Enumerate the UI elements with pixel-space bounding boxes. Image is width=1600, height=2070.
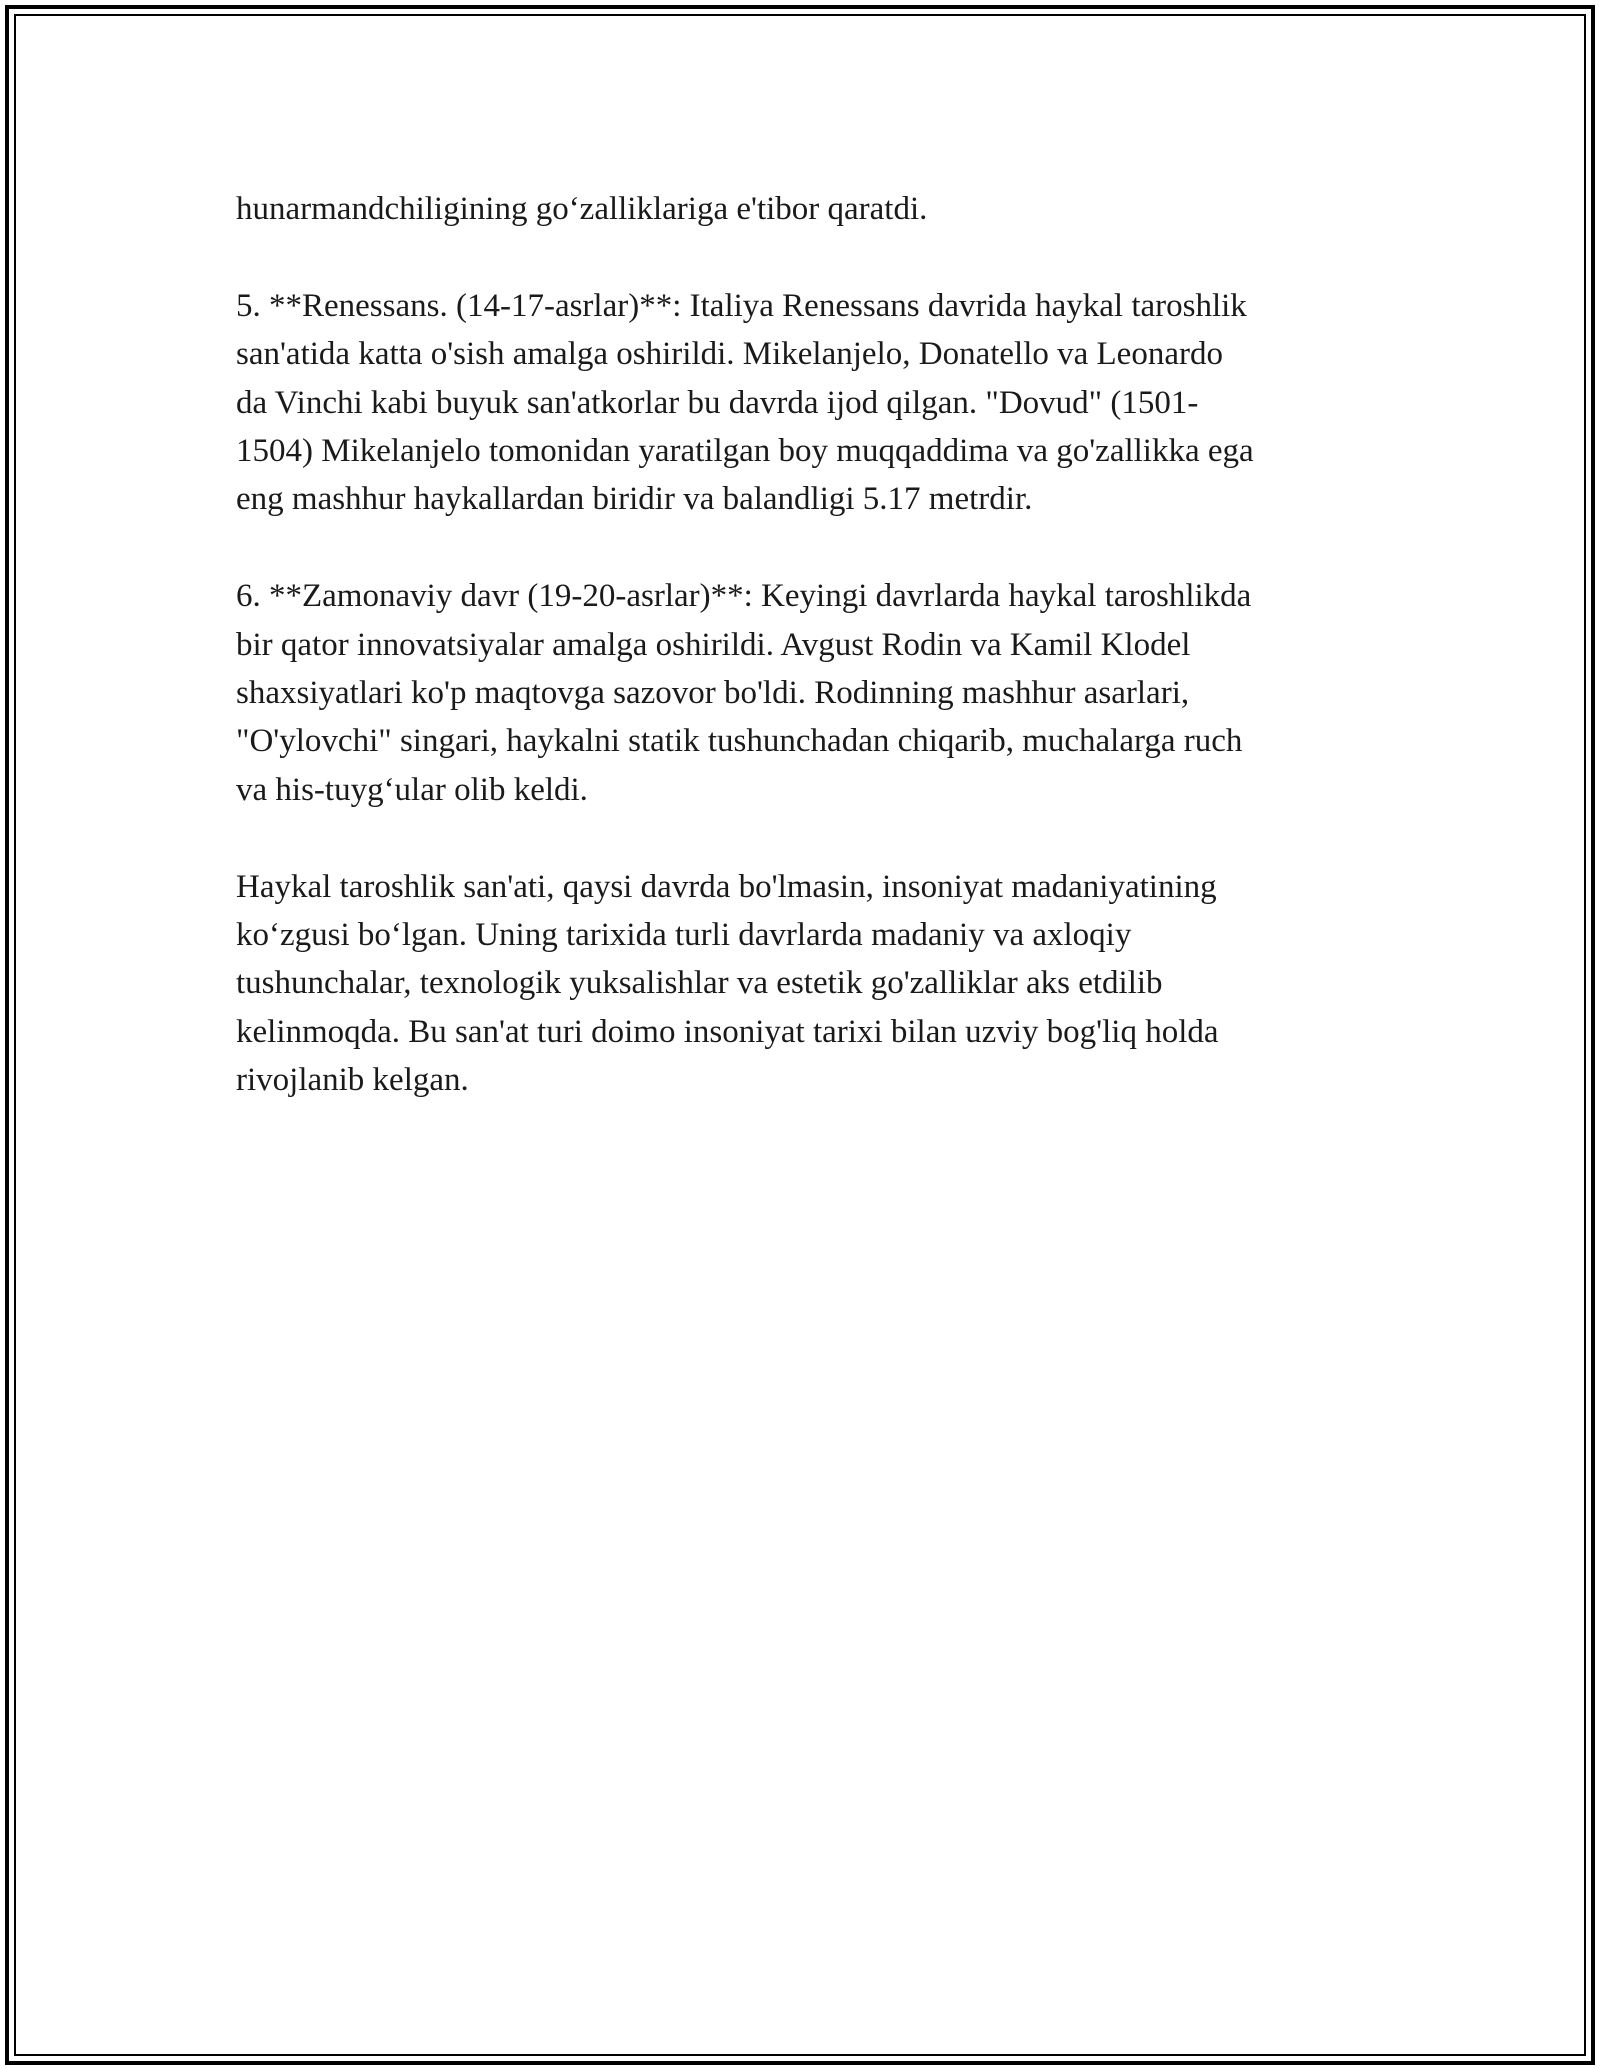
text-line: ko‘zgusi bo‘lgan. Uning tarixida turli davrlarda madaniy va axloqiy bbox=[236, 917, 1132, 954]
text-line: 5. **Renessans. (14-17-asrlar)**: Italiya Renessans davrida haykal taroshlik bbox=[236, 287, 1247, 324]
paragraph-renaissance bbox=[236, 282, 1376, 524]
text-line: eng mashhur haykallardan biridir va balandligi 5.17 metrdir. bbox=[236, 481, 1033, 518]
text-line: 1504) Mikelanjelo tomonidan yaratilgan boy muqqaddima va go'zallikka ega bbox=[236, 433, 1254, 470]
paragraph-conclusion bbox=[236, 863, 1376, 1105]
document-body bbox=[236, 185, 1376, 1153]
text-line: rivojlanib kelgan. bbox=[236, 1062, 469, 1099]
paragraph-continuation bbox=[236, 185, 1376, 233]
text-line: bir qator innovatsiyalar amalga oshirildi. Avgust Rodin va Kamil Klodel bbox=[236, 626, 1191, 663]
text-line: san'atida katta o'sish amalga oshirildi. Mikelanjelo, Donatello va Leonardo bbox=[236, 336, 1223, 373]
text-line: hunarmandchiligining go‘zalliklariga e'tibor qaratdi. bbox=[236, 191, 928, 227]
text-line: Haykal taroshlik san'ati, qaysi davrda bo'lmasin, insoniyat madaniyatining bbox=[236, 868, 1217, 905]
text-line: kelinmoqda. Bu san'at turi doimo insoniyat tarixi bilan uzviy bog'liq holda bbox=[236, 1013, 1219, 1050]
text-line: va his-tuyg‘ular olib keldi. bbox=[236, 771, 588, 808]
text-line: da Vinchi kabi buyuk san'atkorlar bu davrda ijod qilgan. "Dovud" (1501- bbox=[236, 384, 1199, 421]
text-line: 6. **Zamonaviy davr (19-20-asrlar)**: Keyingi davrlarda haykal taroshlikda bbox=[236, 578, 1252, 615]
paragraph-modern-era bbox=[236, 572, 1376, 814]
text-line: tushunchalar, texnologik yuksalishlar va estetik go'zalliklar aks etdilib bbox=[236, 965, 1163, 1002]
text-line: "O'ylovchi" singari, haykalni statik tushunchadan chiqarib, muchalarga ruch bbox=[236, 723, 1243, 760]
text-line: shaxsiyatlari ko'p maqtovga sazovor bo'ldi. Rodinning mashhur asarlari, bbox=[236, 675, 1190, 712]
